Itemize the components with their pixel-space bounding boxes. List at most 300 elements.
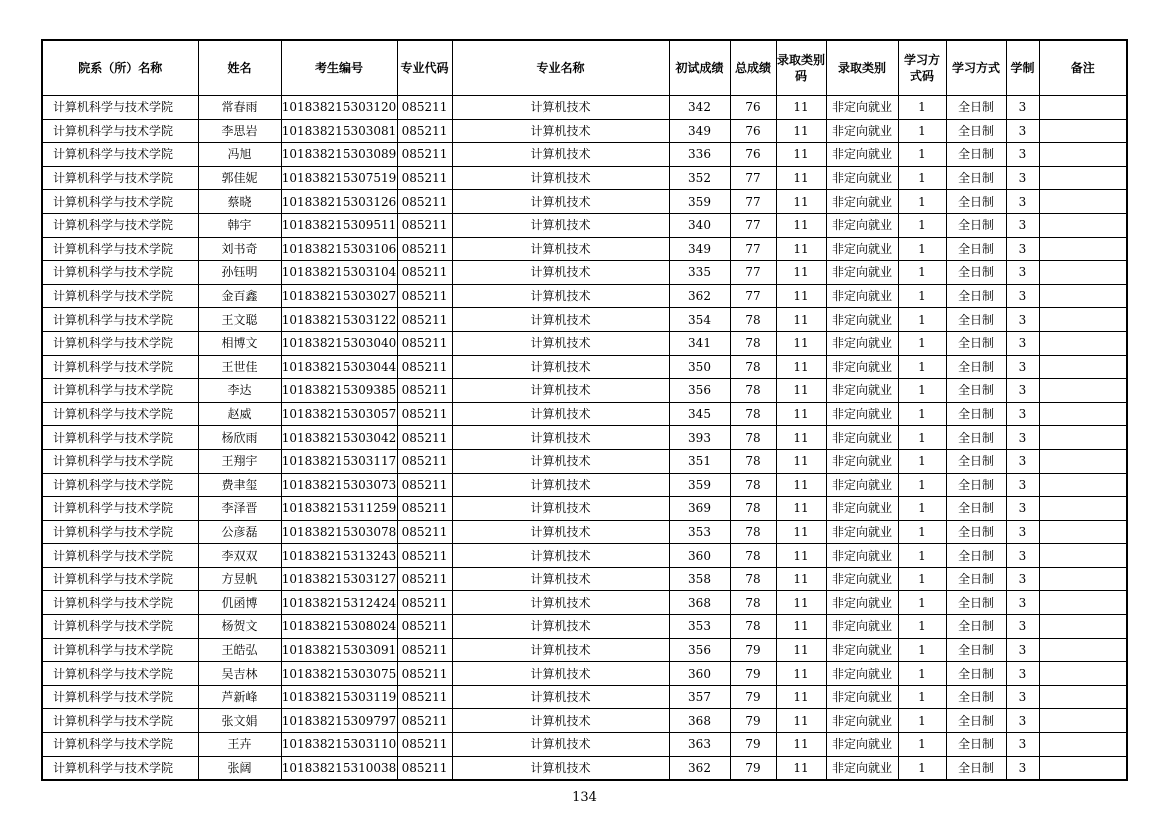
cell-total-score: 78 <box>730 379 776 403</box>
cell-admission-type-code: 11 <box>776 308 826 332</box>
cell-study-mode-code: 1 <box>898 379 946 403</box>
cell-study-mode: 全日制 <box>946 308 1006 332</box>
cell-study-mode-code: 1 <box>898 520 946 544</box>
cell-admission-type-code: 11 <box>776 733 826 757</box>
cell-initial-score: 336 <box>669 143 730 167</box>
cell-admission-type-code: 11 <box>776 449 826 473</box>
cell-major-code: 085211 <box>397 685 452 709</box>
cell-duration: 3 <box>1006 709 1039 733</box>
cell-duration: 3 <box>1006 308 1039 332</box>
cell-duration: 3 <box>1006 591 1039 615</box>
cell-remarks <box>1039 237 1127 261</box>
cell-total-score: 76 <box>730 119 776 143</box>
table-row <box>42 355 1127 379</box>
cell-admission-type: 非定向就业 <box>826 449 898 473</box>
cell-total-score: 79 <box>730 662 776 686</box>
cell-study-mode: 全日制 <box>946 213 1006 237</box>
cell-total-score: 78 <box>730 355 776 379</box>
cell-initial-score: 363 <box>669 733 730 757</box>
cell-remarks <box>1039 284 1127 308</box>
cell-admission-type: 非定向就业 <box>826 119 898 143</box>
cell-remarks <box>1039 143 1127 167</box>
cell-study-mode-code: 1 <box>898 308 946 332</box>
cell-admission-type: 非定向就业 <box>826 591 898 615</box>
header-duration: 学制 <box>1006 40 1039 96</box>
cell-remarks <box>1039 261 1127 285</box>
cell-admission-type-code: 11 <box>776 591 826 615</box>
cell-initial-score: 351 <box>669 449 730 473</box>
cell-initial-score: 360 <box>669 662 730 686</box>
cell-study-mode: 全日制 <box>946 355 1006 379</box>
cell-remarks <box>1039 591 1127 615</box>
cell-major-name: 计算机技术 <box>452 166 669 190</box>
cell-admission-type: 非定向就业 <box>826 96 898 120</box>
cell-name: 仉函博 <box>198 591 281 615</box>
cell-remarks <box>1039 402 1127 426</box>
cell-study-mode-code: 1 <box>898 756 946 780</box>
cell-initial-score: 368 <box>669 709 730 733</box>
cell-study-mode: 全日制 <box>946 143 1006 167</box>
header-candidate-id: 考生编号 <box>281 40 397 96</box>
table-row <box>42 449 1127 473</box>
cell-candidate-id: 101838215303104 <box>281 261 397 285</box>
admission-table <box>41 39 1128 781</box>
cell-study-mode-code: 1 <box>898 544 946 568</box>
cell-study-mode-code: 1 <box>898 213 946 237</box>
cell-admission-type-code: 11 <box>776 284 826 308</box>
cell-total-score: 79 <box>730 685 776 709</box>
cell-admission-type: 非定向就业 <box>826 402 898 426</box>
cell-admission-type-code: 11 <box>776 166 826 190</box>
table-row <box>42 284 1127 308</box>
cell-admission-type-code: 11 <box>776 237 826 261</box>
cell-remarks <box>1039 709 1127 733</box>
cell-study-mode: 全日制 <box>946 119 1006 143</box>
cell-duration: 3 <box>1006 520 1039 544</box>
cell-remarks <box>1039 449 1127 473</box>
cell-name: 蔡晓 <box>198 190 281 214</box>
cell-admission-type: 非定向就业 <box>826 662 898 686</box>
cell-remarks <box>1039 733 1127 757</box>
table-body <box>42 96 1127 781</box>
cell-study-mode-code: 1 <box>898 449 946 473</box>
cell-total-score: 78 <box>730 567 776 591</box>
cell-total-score: 79 <box>730 756 776 780</box>
cell-duration: 3 <box>1006 756 1039 780</box>
cell-admission-type-code: 11 <box>776 567 826 591</box>
cell-name: 刘书奇 <box>198 237 281 261</box>
cell-study-mode: 全日制 <box>946 756 1006 780</box>
cell-candidate-id: 101838215309797 <box>281 709 397 733</box>
cell-candidate-id: 101838215303073 <box>281 473 397 497</box>
cell-department: 计算机科学与技术学院 <box>42 426 198 450</box>
cell-duration: 3 <box>1006 449 1039 473</box>
table-row <box>42 426 1127 450</box>
table-row <box>42 119 1127 143</box>
cell-major-code: 085211 <box>397 237 452 261</box>
cell-duration: 3 <box>1006 331 1039 355</box>
cell-initial-score: 341 <box>669 331 730 355</box>
cell-major-code: 085211 <box>397 331 452 355</box>
cell-study-mode: 全日制 <box>946 497 1006 521</box>
cell-duration: 3 <box>1006 96 1039 120</box>
cell-candidate-id: 101838215310038 <box>281 756 397 780</box>
cell-remarks <box>1039 119 1127 143</box>
cell-name: 韩宇 <box>198 213 281 237</box>
cell-remarks <box>1039 308 1127 332</box>
table-row <box>42 638 1127 662</box>
cell-department: 计算机科学与技术学院 <box>42 591 198 615</box>
cell-department: 计算机科学与技术学院 <box>42 402 198 426</box>
cell-total-score: 78 <box>730 520 776 544</box>
cell-major-name: 计算机技术 <box>452 449 669 473</box>
cell-duration: 3 <box>1006 733 1039 757</box>
cell-study-mode-code: 1 <box>898 591 946 615</box>
header-initial-score: 初试成绩 <box>669 40 730 96</box>
cell-total-score: 78 <box>730 615 776 639</box>
cell-admission-type-code: 11 <box>776 143 826 167</box>
cell-study-mode: 全日制 <box>946 685 1006 709</box>
cell-major-name: 计算机技术 <box>452 685 669 709</box>
cell-department: 计算机科学与技术学院 <box>42 308 198 332</box>
cell-major-code: 085211 <box>397 190 452 214</box>
table-row <box>42 190 1127 214</box>
cell-name: 费聿玺 <box>198 473 281 497</box>
header-admission-type: 录取类别 <box>826 40 898 96</box>
cell-study-mode: 全日制 <box>946 520 1006 544</box>
cell-total-score: 79 <box>730 709 776 733</box>
cell-major-code: 085211 <box>397 426 452 450</box>
cell-duration: 3 <box>1006 402 1039 426</box>
cell-initial-score: 349 <box>669 237 730 261</box>
cell-candidate-id: 101838215303075 <box>281 662 397 686</box>
cell-initial-score: 356 <box>669 638 730 662</box>
cell-major-code: 085211 <box>397 473 452 497</box>
cell-candidate-id: 101838215308024 <box>281 615 397 639</box>
cell-study-mode-code: 1 <box>898 685 946 709</box>
cell-major-code: 085211 <box>397 143 452 167</box>
cell-remarks <box>1039 615 1127 639</box>
cell-candidate-id: 101838215303119 <box>281 685 397 709</box>
cell-major-name: 计算机技术 <box>452 143 669 167</box>
cell-candidate-id: 101838215303078 <box>281 520 397 544</box>
cell-total-score: 77 <box>730 261 776 285</box>
cell-admission-type-code: 11 <box>776 119 826 143</box>
cell-remarks <box>1039 567 1127 591</box>
cell-major-code: 085211 <box>397 213 452 237</box>
cell-major-code: 085211 <box>397 96 452 120</box>
cell-admission-type-code: 11 <box>776 261 826 285</box>
cell-department: 计算机科学与技术学院 <box>42 520 198 544</box>
cell-admission-type-code: 11 <box>776 190 826 214</box>
cell-initial-score: 359 <box>669 190 730 214</box>
cell-initial-score: 362 <box>669 284 730 308</box>
cell-name: 李达 <box>198 379 281 403</box>
cell-duration: 3 <box>1006 567 1039 591</box>
cell-duration: 3 <box>1006 213 1039 237</box>
cell-name: 王世佳 <box>198 355 281 379</box>
cell-study-mode: 全日制 <box>946 96 1006 120</box>
cell-study-mode: 全日制 <box>946 449 1006 473</box>
cell-major-code: 085211 <box>397 119 452 143</box>
cell-major-code: 085211 <box>397 733 452 757</box>
cell-name: 王皓弘 <box>198 638 281 662</box>
cell-remarks <box>1039 166 1127 190</box>
cell-duration: 3 <box>1006 261 1039 285</box>
cell-name: 冯旭 <box>198 143 281 167</box>
cell-name: 郭佳妮 <box>198 166 281 190</box>
cell-name: 李思岩 <box>198 119 281 143</box>
header-row <box>42 40 1127 96</box>
cell-duration: 3 <box>1006 284 1039 308</box>
cell-major-name: 计算机技术 <box>452 355 669 379</box>
cell-major-code: 085211 <box>397 520 452 544</box>
cell-total-score: 78 <box>730 426 776 450</box>
cell-admission-type: 非定向就业 <box>826 237 898 261</box>
cell-remarks <box>1039 331 1127 355</box>
cell-department: 计算机科学与技术学院 <box>42 213 198 237</box>
cell-study-mode: 全日制 <box>946 638 1006 662</box>
cell-initial-score: 354 <box>669 308 730 332</box>
cell-major-code: 085211 <box>397 379 452 403</box>
header-major-code: 专业代码 <box>397 40 452 96</box>
cell-department: 计算机科学与技术学院 <box>42 261 198 285</box>
cell-initial-score: 353 <box>669 520 730 544</box>
cell-initial-score: 360 <box>669 544 730 568</box>
table-row <box>42 261 1127 285</box>
cell-major-code: 085211 <box>397 166 452 190</box>
cell-study-mode-code: 1 <box>898 355 946 379</box>
cell-admission-type-code: 11 <box>776 615 826 639</box>
cell-department: 计算机科学与技术学院 <box>42 166 198 190</box>
cell-duration: 3 <box>1006 497 1039 521</box>
cell-candidate-id: 101838215303040 <box>281 331 397 355</box>
cell-major-code: 085211 <box>397 355 452 379</box>
cell-initial-score: 358 <box>669 567 730 591</box>
cell-major-name: 计算机技术 <box>452 473 669 497</box>
cell-initial-score: 368 <box>669 591 730 615</box>
cell-department: 计算机科学与技术学院 <box>42 685 198 709</box>
cell-total-score: 78 <box>730 331 776 355</box>
cell-major-name: 计算机技术 <box>452 213 669 237</box>
cell-major-code: 085211 <box>397 756 452 780</box>
cell-name: 李双双 <box>198 544 281 568</box>
cell-name: 常春雨 <box>198 96 281 120</box>
cell-duration: 3 <box>1006 143 1039 167</box>
cell-initial-score: 393 <box>669 426 730 450</box>
table-row <box>42 213 1127 237</box>
cell-remarks <box>1039 96 1127 120</box>
cell-major-name: 计算机技术 <box>452 402 669 426</box>
cell-study-mode-code: 1 <box>898 615 946 639</box>
cell-department: 计算机科学与技术学院 <box>42 284 198 308</box>
cell-department: 计算机科学与技术学院 <box>42 756 198 780</box>
cell-candidate-id: 101838215303042 <box>281 426 397 450</box>
cell-study-mode: 全日制 <box>946 379 1006 403</box>
cell-study-mode-code: 1 <box>898 426 946 450</box>
cell-duration: 3 <box>1006 544 1039 568</box>
cell-candidate-id: 101838215313243 <box>281 544 397 568</box>
cell-name: 王文聪 <box>198 308 281 332</box>
cell-study-mode-code: 1 <box>898 709 946 733</box>
cell-department: 计算机科学与技术学院 <box>42 473 198 497</box>
cell-total-score: 79 <box>730 733 776 757</box>
cell-major-code: 085211 <box>397 497 452 521</box>
cell-major-name: 计算机技术 <box>452 733 669 757</box>
cell-department: 计算机科学与技术学院 <box>42 733 198 757</box>
table-row <box>42 143 1127 167</box>
cell-admission-type: 非定向就业 <box>826 756 898 780</box>
cell-admission-type: 非定向就业 <box>826 615 898 639</box>
cell-major-name: 计算机技术 <box>452 261 669 285</box>
cell-study-mode: 全日制 <box>946 190 1006 214</box>
cell-name: 杨贺文 <box>198 615 281 639</box>
header-study-mode: 学习方式 <box>946 40 1006 96</box>
cell-initial-score: 345 <box>669 402 730 426</box>
cell-admission-type: 非定向就业 <box>826 331 898 355</box>
cell-study-mode-code: 1 <box>898 331 946 355</box>
cell-department: 计算机科学与技术学院 <box>42 237 198 261</box>
cell-name: 王翔宇 <box>198 449 281 473</box>
table-row <box>42 331 1127 355</box>
cell-name: 公彦磊 <box>198 520 281 544</box>
cell-total-score: 77 <box>730 237 776 261</box>
cell-study-mode-code: 1 <box>898 190 946 214</box>
table-row <box>42 615 1127 639</box>
cell-admission-type: 非定向就业 <box>826 261 898 285</box>
cell-initial-score: 349 <box>669 119 730 143</box>
cell-major-code: 085211 <box>397 449 452 473</box>
header-study-mode-code: 学习方式码 <box>898 40 946 96</box>
cell-major-code: 085211 <box>397 544 452 568</box>
cell-candidate-id: 101838215303044 <box>281 355 397 379</box>
cell-duration: 3 <box>1006 355 1039 379</box>
table-row <box>42 402 1127 426</box>
cell-candidate-id: 101838215303127 <box>281 567 397 591</box>
cell-major-name: 计算机技术 <box>452 638 669 662</box>
cell-major-name: 计算机技术 <box>452 709 669 733</box>
cell-admission-type: 非定向就业 <box>826 473 898 497</box>
table-row <box>42 473 1127 497</box>
table-row <box>42 379 1127 403</box>
cell-candidate-id: 101838215303120 <box>281 96 397 120</box>
cell-major-name: 计算机技术 <box>452 331 669 355</box>
cell-duration: 3 <box>1006 638 1039 662</box>
header-remarks: 备注 <box>1039 40 1127 96</box>
table-row <box>42 237 1127 261</box>
cell-major-name: 计算机技术 <box>452 379 669 403</box>
cell-study-mode-code: 1 <box>898 473 946 497</box>
cell-duration: 3 <box>1006 473 1039 497</box>
cell-study-mode: 全日制 <box>946 426 1006 450</box>
cell-major-code: 085211 <box>397 591 452 615</box>
cell-candidate-id: 101838215303106 <box>281 237 397 261</box>
cell-major-code: 085211 <box>397 615 452 639</box>
cell-candidate-id: 101838215303027 <box>281 284 397 308</box>
cell-admission-type: 非定向就业 <box>826 426 898 450</box>
cell-total-score: 77 <box>730 284 776 308</box>
cell-department: 计算机科学与技术学院 <box>42 544 198 568</box>
cell-study-mode: 全日制 <box>946 662 1006 686</box>
header-admission-type-code: 录取类别码 <box>776 40 826 96</box>
cell-major-code: 085211 <box>397 638 452 662</box>
cell-major-name: 计算机技术 <box>452 497 669 521</box>
table-row <box>42 544 1127 568</box>
cell-study-mode-code: 1 <box>898 284 946 308</box>
cell-study-mode: 全日制 <box>946 473 1006 497</box>
cell-candidate-id: 101838215303089 <box>281 143 397 167</box>
cell-study-mode: 全日制 <box>946 733 1006 757</box>
cell-study-mode-code: 1 <box>898 166 946 190</box>
cell-admission-type: 非定向就业 <box>826 190 898 214</box>
cell-name: 方昱帆 <box>198 567 281 591</box>
cell-duration: 3 <box>1006 685 1039 709</box>
table-row <box>42 520 1127 544</box>
cell-study-mode: 全日制 <box>946 709 1006 733</box>
cell-candidate-id: 101838215309511 <box>281 213 397 237</box>
cell-name: 杨欣雨 <box>198 426 281 450</box>
cell-admission-type-code: 11 <box>776 638 826 662</box>
cell-major-name: 计算机技术 <box>452 591 669 615</box>
cell-major-name: 计算机技术 <box>452 308 669 332</box>
cell-major-name: 计算机技术 <box>452 284 669 308</box>
cell-name: 金百鑫 <box>198 284 281 308</box>
cell-study-mode-code: 1 <box>898 143 946 167</box>
cell-admission-type-code: 11 <box>776 685 826 709</box>
cell-major-name: 计算机技术 <box>452 190 669 214</box>
cell-initial-score: 335 <box>669 261 730 285</box>
cell-name: 孙钰明 <box>198 261 281 285</box>
cell-department: 计算机科学与技术学院 <box>42 638 198 662</box>
table-row <box>42 591 1127 615</box>
cell-total-score: 78 <box>730 473 776 497</box>
cell-admission-type-code: 11 <box>776 520 826 544</box>
cell-name: 张文娟 <box>198 709 281 733</box>
cell-admission-type-code: 11 <box>776 473 826 497</box>
cell-duration: 3 <box>1006 237 1039 261</box>
cell-initial-score: 356 <box>669 379 730 403</box>
cell-department: 计算机科学与技术学院 <box>42 662 198 686</box>
cell-department: 计算机科学与技术学院 <box>42 143 198 167</box>
cell-duration: 3 <box>1006 190 1039 214</box>
cell-study-mode-code: 1 <box>898 497 946 521</box>
cell-major-name: 计算机技术 <box>452 96 669 120</box>
cell-admission-type: 非定向就业 <box>826 567 898 591</box>
cell-study-mode-code: 1 <box>898 237 946 261</box>
cell-major-code: 085211 <box>397 402 452 426</box>
table-row <box>42 567 1127 591</box>
cell-remarks <box>1039 426 1127 450</box>
cell-admission-type-code: 11 <box>776 96 826 120</box>
cell-total-score: 77 <box>730 213 776 237</box>
table-row <box>42 497 1127 521</box>
cell-total-score: 78 <box>730 449 776 473</box>
cell-admission-type-code: 11 <box>776 379 826 403</box>
cell-remarks <box>1039 213 1127 237</box>
cell-study-mode: 全日制 <box>946 237 1006 261</box>
cell-department: 计算机科学与技术学院 <box>42 355 198 379</box>
cell-initial-score: 342 <box>669 96 730 120</box>
table-row <box>42 96 1127 120</box>
cell-total-score: 76 <box>730 96 776 120</box>
cell-department: 计算机科学与技术学院 <box>42 119 198 143</box>
cell-study-mode-code: 1 <box>898 638 946 662</box>
cell-name: 张阔 <box>198 756 281 780</box>
cell-major-name: 计算机技术 <box>452 237 669 261</box>
table-row <box>42 166 1127 190</box>
cell-initial-score: 359 <box>669 473 730 497</box>
cell-admission-type-code: 11 <box>776 662 826 686</box>
